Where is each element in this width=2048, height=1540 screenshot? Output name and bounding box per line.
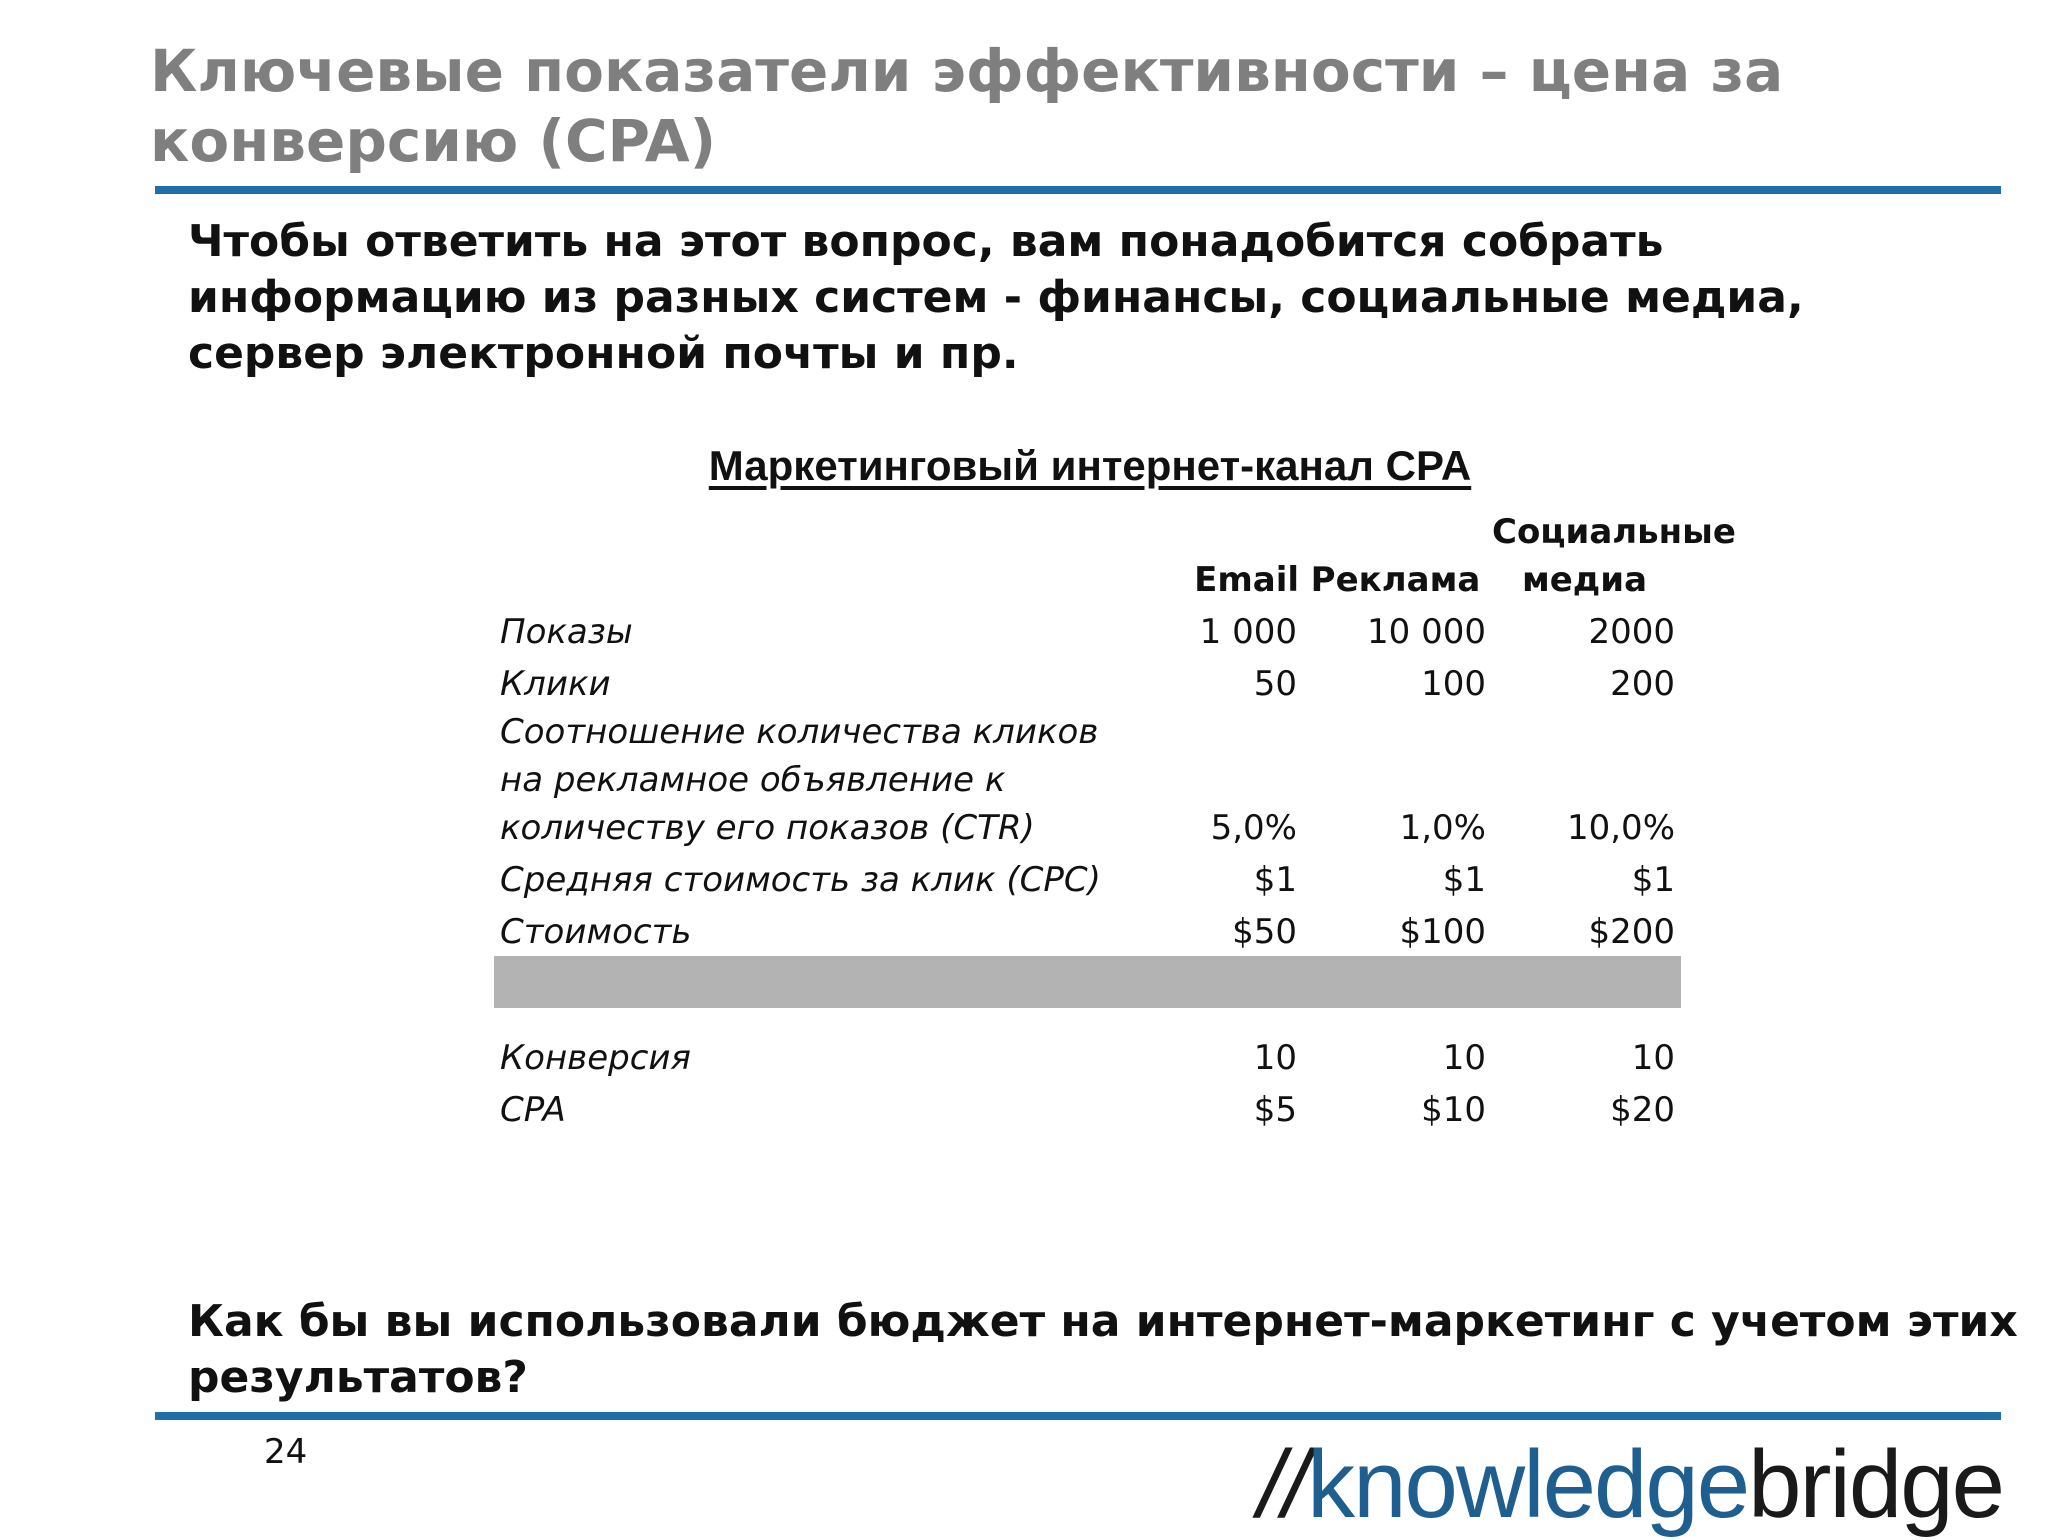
table-row [494, 604, 1681, 656]
cell-email: 1 000 [1199, 612, 1297, 652]
header-ads: Реклама [1310, 560, 1481, 600]
slide-title: Ключевые показатели эффективности – цена за конверсию (CPA) [150, 37, 1784, 175]
page-number: 24 [264, 1432, 308, 1472]
intro-text: Чтобы ответить на этот вопрос, вам понадобится собрать информацию из разных систем - финансы, социальные медиа, сервер электронной почты и пр. [188, 216, 1804, 379]
table-row [494, 904, 1681, 956]
cell-social: 10,0% [1566, 808, 1675, 848]
closing-question: Как бы вы использовали бюджет на интернет-маркетинг с учетом этих результатов? [188, 1296, 2018, 1403]
cell-email: 50 [1253, 664, 1297, 704]
table-row [494, 708, 1681, 852]
row-label: Соотношение количества кликов на рекламное объявление к количеству его показов (CTR) [500, 712, 1099, 848]
cell-social: $1 [1631, 860, 1675, 900]
row-label: Клики [500, 664, 611, 704]
header-social: Социальные медиа [1492, 512, 1736, 600]
table-row [494, 1082, 1681, 1134]
cell-ads: $100 [1399, 912, 1486, 952]
row-label: Показы [500, 612, 633, 652]
cell-social: 200 [1610, 664, 1675, 704]
cell-social: 10 [1631, 1038, 1675, 1078]
table-separator-row [494, 956, 1681, 1008]
cell-email: $50 [1232, 912, 1297, 952]
cell-ads: $1 [1442, 860, 1486, 900]
knowledgebridge-logo [1258, 1430, 2003, 1540]
header-blank [494, 508, 1114, 604]
header-email: Email [1194, 560, 1299, 600]
cell-social: $20 [1610, 1090, 1675, 1130]
cell-ads: 10 000 [1367, 612, 1486, 652]
cell-ads: 1,0% [1399, 808, 1486, 848]
logo-bridge: bridge [1748, 1431, 2003, 1538]
cell-social: 2000 [1588, 612, 1675, 652]
footer-divider [155, 1412, 2001, 1420]
title-divider [155, 186, 2001, 194]
logo-knowledge: knowledge [1307, 1431, 1749, 1538]
cpa-table [494, 508, 1736, 1134]
cell-ads: 10 [1442, 1038, 1486, 1078]
table-row [494, 656, 1681, 708]
row-label: CPA [500, 1090, 566, 1130]
table-row [494, 1008, 1681, 1082]
cell-ads: $10 [1421, 1090, 1486, 1130]
cell-email: $5 [1253, 1090, 1297, 1130]
table-header-row [494, 508, 1681, 604]
table-caption: Маркетинговый интернет-канал CPA [708, 442, 1472, 489]
row-label: Средняя стоимость за клик (CPC) [500, 860, 1101, 900]
row-label: Стоимость [500, 912, 692, 952]
cell-email: 5,0% [1210, 808, 1297, 848]
row-label: Конверсия [500, 1038, 691, 1078]
cell-email: $1 [1253, 860, 1297, 900]
separator-band [494, 956, 1681, 1008]
table-row [494, 852, 1681, 904]
cell-email: 10 [1253, 1038, 1297, 1078]
cell-ads: 100 [1421, 664, 1486, 704]
cell-social: $200 [1588, 912, 1675, 952]
logo-slashes: // [1257, 1431, 1308, 1538]
